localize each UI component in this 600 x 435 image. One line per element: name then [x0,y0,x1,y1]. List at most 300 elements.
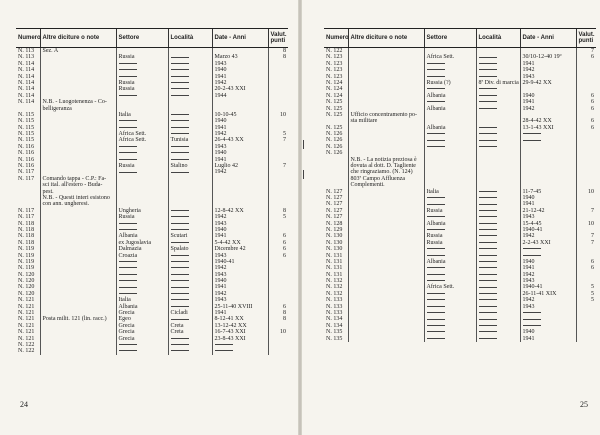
cell-date: 5-4-42 XX [212,240,268,246]
blank-dash [119,274,137,275]
cell-date: 1942 [212,214,268,220]
cell-numero: N. 124 [326,92,343,99]
cell-date: 1940 [212,227,268,233]
blank-dash [171,146,189,147]
cell-settore: Russia [116,86,168,92]
cell-numero: N. 121 [18,316,35,323]
cell-numero: N. 114 [18,79,35,86]
cell-valut: 8 [268,54,288,60]
cell-date: 1941 [520,336,576,342]
cell-settore [424,336,476,342]
cell-note: Sez. A [40,48,116,55]
cell-valut: 6 [268,246,288,252]
cell-valut: 7 [268,137,288,143]
cell-numero: N. 115 [18,124,35,131]
blank-dash [119,152,137,153]
blank-dash [427,229,445,230]
table-row [324,336,596,342]
blank-dash [171,63,189,64]
cell-settore [116,48,168,55]
cell-localita: Spalato [168,246,212,252]
blank-dash [119,76,137,77]
blank-dash [479,95,497,96]
margin-mark [303,140,304,149]
cell-note: Comando tappa - C.P.: Fa- [40,176,116,182]
blank-dash [479,76,497,77]
cell-date: Dicembre 42 [212,246,268,252]
blank-dash [427,63,445,64]
cell-numero: N. 118 [18,220,35,227]
header-diciture: Altre diciture o note [40,29,116,48]
cell-numero: N. 133 [326,297,343,304]
blank-dash [171,261,189,262]
blank-dash [479,204,497,205]
cell-date: 13-1-43 XXI [520,125,576,131]
blank-dash [427,306,445,307]
cell-numero: N. 113 [18,54,35,61]
blank-dash [523,312,541,313]
blank-dash [427,338,445,339]
cell-date: 1942 [212,169,268,175]
cell-numero: N. 135 [326,329,343,336]
right-header-row [324,29,596,48]
cell-settore: Albania [116,304,168,310]
blank-dash [171,255,189,256]
blank-dash [479,331,497,332]
blank-dash [427,255,445,256]
cell-localita: Creta [168,323,212,329]
cell-date: 1940-41 [212,259,268,265]
cell-settore: Italia [424,189,476,195]
cell-numero: N. 120 [18,278,35,285]
cell-numero: N. 125 [326,111,343,118]
cell-valut: 5 [576,284,596,290]
cell-valut: 7 [576,240,596,246]
cell-note: N.B. - Luogotenenza - Co- [40,99,116,105]
cell-numero: N. 123 [326,60,343,67]
cell-settore: Russia [116,80,168,86]
cell-date: 11-7-45 [520,189,576,195]
blank-dash [119,223,137,224]
cell-numero: N. 115 [18,131,35,138]
cell-date: 1941 [212,310,268,316]
cell-valut: 6 [576,54,596,60]
cell-valut: 6 [576,99,596,105]
cell-date: 16-7-43 XXI [212,329,268,335]
cell-date: 1943 [520,304,576,310]
blank-dash [479,216,497,217]
cell-date: 1942 [212,80,268,86]
cell-settore: Grecia [116,323,168,329]
blank-dash [171,210,189,211]
blank-dash [479,229,497,230]
blank-dash [171,306,189,307]
blank-dash [427,204,445,205]
cell-numero: N. 121 [18,297,35,304]
cell-date: 1943 [212,144,268,150]
table-row [324,48,596,55]
cell-date: 1940-41 [520,284,576,290]
blank-dash [479,248,497,249]
cell-numero: N. 117 [18,169,35,176]
cell-date: Marzo 43 [212,54,268,60]
blank-dash [171,293,189,294]
cell-settore: Albania [116,233,168,239]
cell-numero: N. 114 [18,73,35,80]
blank-dash [119,261,137,262]
cell-numero: N. 126 [326,143,343,150]
cell-numero: N. 132 [326,278,343,285]
blank-dash [119,159,137,160]
cell-valut: 7 [576,233,596,239]
blank-dash [119,172,137,173]
cell-date: 1943 [520,278,576,284]
cell-note: Complementi. [348,182,424,188]
cell-numero: N. 135 [326,335,343,342]
cell-valut: 10 [268,112,288,118]
header-settore: Settore [424,29,476,48]
cell-numero: N. 116 [18,143,35,150]
cell-settore: Russia [116,163,168,169]
blank-dash [479,57,497,58]
cell-note: con ann. ungheresi. [40,201,116,207]
blank-dash [171,127,189,128]
blank-dash [171,338,189,339]
cell-numero: N. 120 [18,271,35,278]
cell-numero: N. 126 [326,150,343,157]
blank-dash [171,88,189,89]
cell-date [212,348,268,354]
cell-note: Ufficio concentramento po- [348,112,424,118]
blank-dash [427,267,445,268]
cell-numero: N. 132 [326,290,343,297]
cell-date: 26-11-41 XIX [520,291,576,297]
cell-date: 1942 [520,233,576,239]
blank-dash [479,223,497,224]
cell-date: 1943 [212,61,268,67]
cell-valut: 6 [576,259,596,265]
cell-date: 1941 [212,74,268,80]
left-page [0,0,298,435]
cell-numero: N. 115 [18,137,35,144]
cell-settore: Russia [424,240,476,246]
cell-valut: 6 [576,93,596,99]
cell-numero: N. 118 [18,226,35,233]
cell-date: Luglio 42 [212,163,268,169]
cell-note: belligeranza [40,106,116,112]
blank-dash [119,127,137,128]
cell-localita [476,48,520,55]
cell-valut: 6 [268,253,288,259]
cell-numero: N. 118 [18,233,35,240]
cell-date: 26-4-43 XX [212,137,268,143]
blank-dash [479,280,497,281]
cell-numero: N. 133 [326,310,343,317]
blank-dash [479,287,497,288]
cell-settore [116,348,168,354]
cell-numero: N. 133 [326,303,343,310]
blank-dash [479,319,497,320]
cell-numero: N. 117 [18,175,35,182]
cell-settore: Africa Sett. [424,284,476,290]
blank-dash [171,82,189,83]
cell-numero: N. 114 [18,99,35,106]
blank-dash [479,101,497,102]
blank-dash [427,133,445,134]
cell-numero: N. 122 [18,341,35,348]
cell-localita: Cicladi [168,310,212,316]
cell-settore: ex Jugoslavia [116,240,168,246]
cell-numero: N. 127 [326,214,343,221]
right-register-table [324,28,596,342]
blank-dash [479,108,497,109]
cell-date: 30/10-12-40 19º [520,54,576,60]
blank-dash [479,88,497,89]
blank-dash [171,172,189,173]
right-table-body [324,48,596,342]
blank-dash [427,146,445,147]
blank-dash [171,299,189,300]
blank-dash [427,280,445,281]
blank-dash [171,69,189,70]
blank-dash [171,242,189,243]
cell-settore: Russia [116,214,168,220]
cell-numero: N. 122 [18,348,35,355]
cell-settore: Italia [116,112,168,118]
blank-dash [479,325,497,326]
blank-dash [171,344,189,345]
cell-date: 1940 [520,259,576,265]
cell-numero: N. 114 [18,67,35,74]
blank-dash [427,319,445,320]
cell-valut: 8 [268,208,288,214]
cell-numero: N. 130 [326,233,343,240]
blank-dash [427,88,445,89]
cell-numero: N. 121 [18,303,35,310]
cell-settore: Russia [424,208,476,214]
cell-date: 15-4-45 [520,221,576,227]
cell-settore: Africa Sett. [116,137,168,143]
cell-valut: 6 [268,233,288,239]
blank-dash [479,140,497,141]
cell-settore: Albania [424,106,476,112]
cell-valut [576,336,596,342]
cell-numero: N. 123 [326,67,343,74]
cell-numero: N. 126 [326,137,343,144]
cell-numero: N. 127 [326,194,343,201]
cell-numero: N. 125 [326,124,343,131]
cell-settore: Ungheria [116,208,168,214]
cell-date: 1941 [212,233,268,239]
cell-numero: N. 123 [326,73,343,80]
blank-dash [215,344,233,345]
header-localita: Località [476,29,520,48]
blank-dash [479,63,497,64]
cell-localita: 8ª Div. di marcia [476,80,520,86]
cell-numero: N. 120 [18,290,35,297]
cell-settore: Croazia [116,253,168,259]
cell-date: 1941 [520,61,576,67]
cell-numero: N. 131 [326,265,343,272]
header-diciture: Altre diciture o note [348,29,424,48]
blank-dash [523,133,541,134]
cell-date: 1940 [212,67,268,73]
blank-dash [215,350,233,351]
page-number-right: 25 [580,400,588,409]
blank-dash [171,350,189,351]
cell-valut [268,348,288,354]
blank-dash [427,248,445,249]
cell-numero: N. 132 [326,284,343,291]
blank-dash [171,152,189,153]
blank-dash [427,293,445,294]
cell-numero: N. 127 [326,188,343,195]
cell-numero: N. 114 [18,86,35,93]
cell-numero: N. 121 [18,322,35,329]
header-date: Date - Anni [520,29,576,48]
cell-date: 2-2-43 XXI [520,240,576,246]
blank-dash [523,255,541,256]
cell-valut: 7 [268,163,288,169]
cell-valut: 5 [576,297,596,303]
blank-dash [479,69,497,70]
blank-dash [119,120,137,121]
blank-dash [171,274,189,275]
cell-numero: N. 134 [326,322,343,329]
cell-valut: 8 [268,316,288,322]
cell-localita [168,348,212,354]
cell-note: che ringraziamo. (N. 124) [348,169,424,175]
cell-settore: Grecia [116,329,168,335]
cell-numero: N. 115 [18,111,35,118]
cell-date: 1941 [520,99,576,105]
left-table-body [16,48,288,355]
cell-numero: N. 124 [326,79,343,86]
cell-date: 1940-41 [520,227,576,233]
cell-date [520,48,576,55]
cell-date: 1943 [212,272,268,278]
cell-date: 1943 [212,253,268,259]
cell-valut: 7 [576,48,596,55]
cell-numero: N. 116 [18,150,35,157]
blank-dash [119,287,137,288]
cell-settore: Albania [424,259,476,265]
cell-date: 23-8-43 XXI [212,336,268,342]
cell-date: 1941 [520,265,576,271]
cell-date: 1941 [212,284,268,290]
cell-numero: N. 130 [326,239,343,246]
cell-date: 1940 [520,195,576,201]
cell-settore: Egeo [116,316,168,322]
cell-numero: N. 121 [18,329,35,336]
cell-numero: N. 117 [18,207,35,214]
cell-numero: N. 115 [18,118,35,125]
cell-numero: N. 127 [326,201,343,208]
blank-dash [119,69,137,70]
cell-valut: 7 [576,208,596,214]
cell-localita [168,48,212,55]
cell-date: 12-8-42 XX [212,208,268,214]
blank-dash [479,293,497,294]
blank-dash [479,267,497,268]
cell-note: 803ª Campo Affluenza [348,176,424,182]
cell-date: 1942 [212,265,268,271]
cell-date: 10-10-45 [212,112,268,118]
cell-numero: N. 127 [326,207,343,214]
blank-dash [119,229,137,230]
cell-date: 28-4-42 XX [520,118,576,124]
cell-localita [476,336,520,342]
blank-dash [479,133,497,134]
cell-numero: N. 119 [18,252,35,259]
blank-dash [171,57,189,58]
cell-valut: 6 [576,118,596,124]
cell-numero: N. 114 [18,60,35,67]
blank-dash [427,312,445,313]
blank-dash [171,287,189,288]
cell-settore: Albania [424,221,476,227]
cell-date: 1941 [212,157,268,163]
blank-dash [479,299,497,300]
cell-numero: N. 120 [18,284,35,291]
cell-numero: N. 125 [326,99,343,106]
cell-date: 1944 [212,93,268,99]
cell-numero: N. 131 [326,258,343,265]
cell-settore: Albania [424,93,476,99]
left-register-table [16,28,288,355]
blank-dash [479,235,497,236]
blank-dash [479,146,497,147]
blank-dash [171,319,189,320]
blank-dash [171,280,189,281]
cell-date: 1942 [520,272,576,278]
blank-dash [427,274,445,275]
cell-date: 1940 [212,118,268,124]
blank-dash [119,344,137,345]
cell-settore: Grecia [116,310,168,316]
cell-numero: N. 116 [18,156,35,163]
cell-date: 1943 [520,74,576,80]
cell-valut: 5 [268,131,288,137]
cell-date: 20-2-43 XXI [212,86,268,92]
cell-date: 25-11-40 XVIII [212,304,268,310]
header-settore: Settore [116,29,168,48]
cell-date: 1942 [520,297,576,303]
cell-note: sta militare [348,118,424,124]
header-valut: Valut. punti [268,29,288,48]
cell-numero: N. 130 [326,246,343,253]
cell-settore: Russia (?) [424,80,476,86]
cell-settore: Russia [116,54,168,60]
blank-dash [427,69,445,70]
cell-numero: N. 119 [18,258,35,265]
cell-numero: N. 131 [326,252,343,259]
cell-date: 1942 [212,291,268,297]
cell-valut: 5 [268,214,288,220]
cell-numero: N. 124 [326,86,343,93]
blank-dash [523,140,541,141]
blank-dash [479,274,497,275]
table-row [16,48,288,55]
cell-numero: N. 134 [326,316,343,323]
blank-dash [479,261,497,262]
blank-dash [171,95,189,96]
blank-dash [119,293,137,294]
cell-note: dovuta al dott. D. Tagliente [348,163,424,169]
cell-numero: N. 119 [18,265,35,272]
blank-dash [479,242,497,243]
cell-note: sci ital. all'estero - Buda- [40,182,116,188]
